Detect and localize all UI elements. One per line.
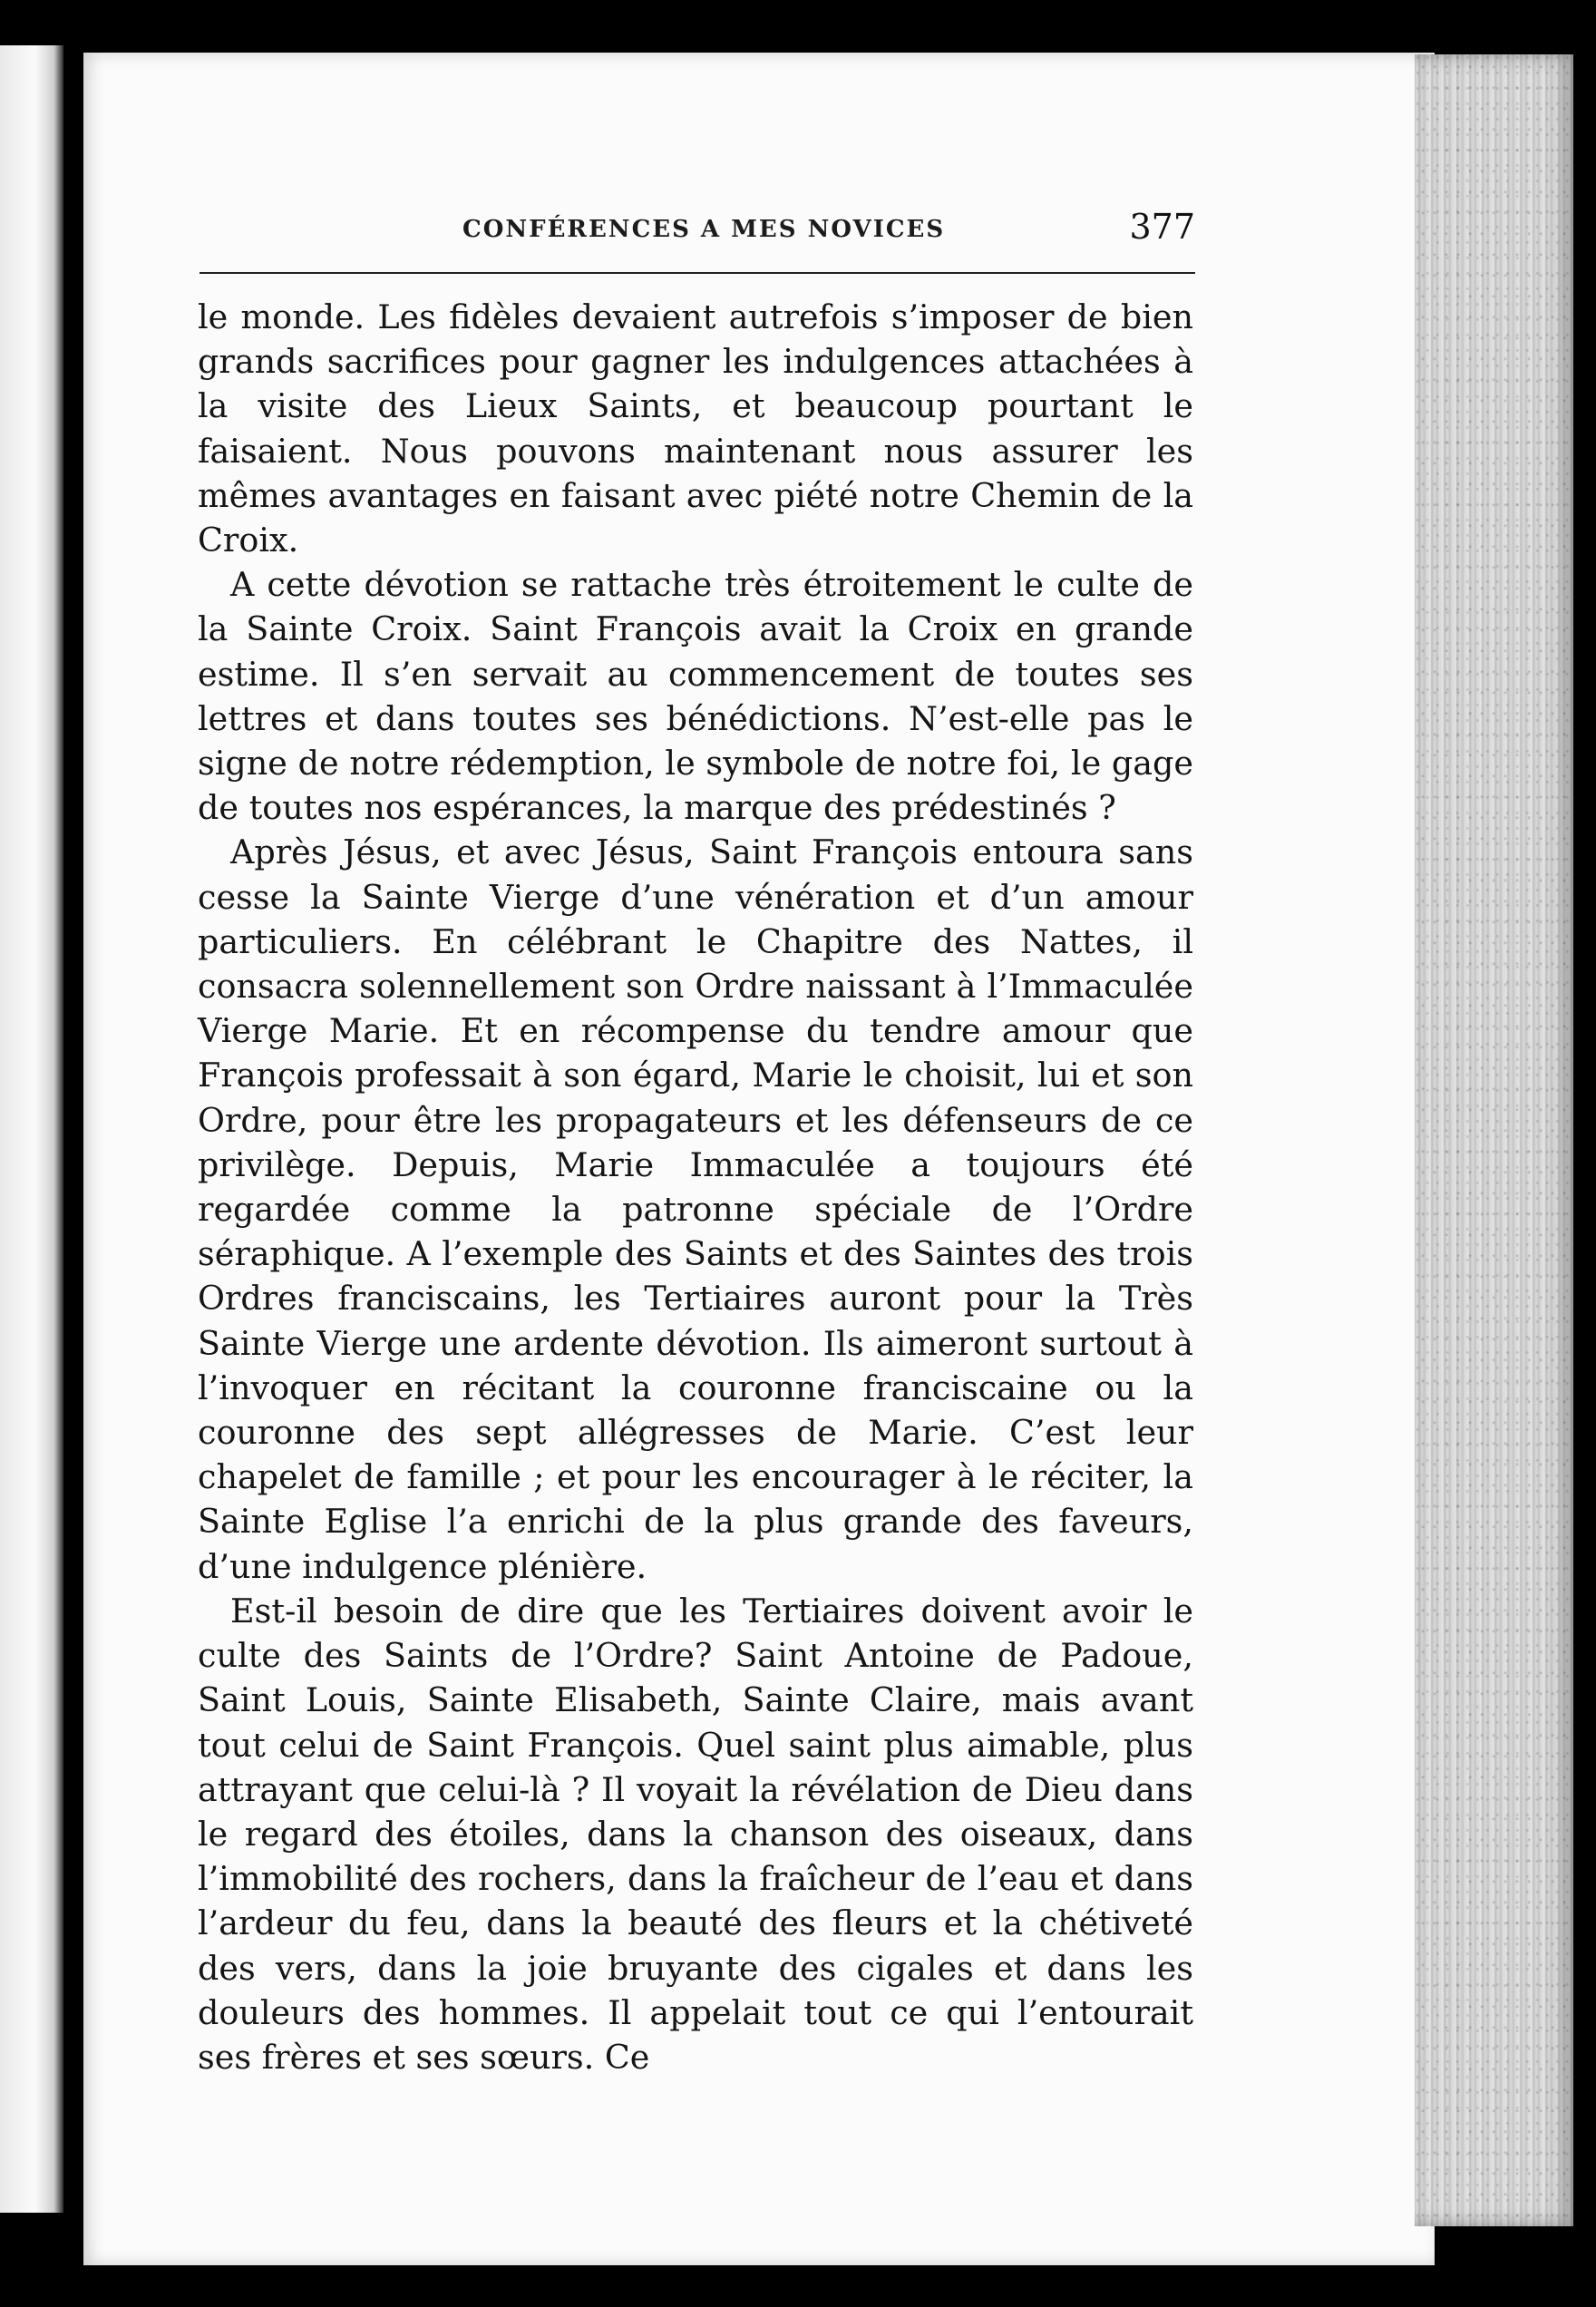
paragraph-sainte-vierge: Après Jésus, et avec Jésus, Saint François entoura sans cesse la Sainte Vierge d’une vénération et d’un amour particuliers. En célébrant le Chapitre des Nattes, il consacra solennellement son Ordre naissant à l’Immaculée Vierge Marie. Et en récompense du tendre amour que François professait à son égard, Marie le choisit, lui et son Ordre, pour être les propagateurs et les défenseurs de ce privilège. Depuis, Marie Immaculée a toujours été regardée comme la patronne spéciale de l’Ordre séraphique. A l’exemple des Saints et des Saintes des trois Ordres franciscains, les Tertiaires auront pour la Très Sainte Vierge une ardente dévotion. Ils aimeront surtout à l’invoquer en récitant la couronne franciscaine ou la couronne des sept allégresses de Marie. C’est leur chapelet de famille ; et pour les encourager à le réciter, la Sainte Eglise l’a enrichi de la plus grande des faveurs, d’une indulgence plénière. (198, 832, 1193, 1586)
header-rule (200, 272, 1195, 274)
page-number: 377 (1129, 207, 1195, 247)
body-text (198, 295, 1193, 2079)
paragraph-saints-ordre: Est-il besoin de dire que les Tertiaires doivent avoir le culte des Saints de l’Ordre? Saint Antoine de Padoue, Saint Louis, Sainte Elisabeth, Sainte Claire, mais avant tout celui de Saint François. Quel saint plus aimable, plus attrayant que celui-là ? Il voyait la révélation de Dieu dans le regard des étoiles, dans la chanson des oiseaux, dans l’immobilité des rochers, dans la fraîcheur de l’eau et dans l’ardeur du feu, dans la beauté des fleurs et la chétiveté des vers, dans la joie bruyante des cigales et dans les douleurs des hommes. Il appelait tout ce qui l’entourait ses frères et ses sœurs. Ce (198, 1591, 1193, 2077)
paragraph-continued: le monde. Les fidèles devaient autrefois s’imposer de bien grands sacrifices pour gagner les indulgences attachées à la visite des Lieux Saints, et beaucoup pourtant le faisaient. Nous pouvons maintenant nous assurer les mêmes avantages en faisant avec piété notre Chemin de la Croix. (198, 297, 1193, 560)
running-header (200, 207, 1195, 261)
page-stack-edge (1415, 54, 1573, 2226)
paragraph-sainte-croix: A cette dévotion se rattache très étroitement le culte de la Sainte Croix. Saint François avait la Croix en grande estime. Il s’en servait au commencement de toutes ses lettres et dans toutes ses bénédictions. N’est-elle pas le signe de notre rédemption, le symbole de notre foi, le gage de toutes nos espérances, la marque des prédestinés ? (198, 565, 1193, 828)
left-page-edge (0, 45, 63, 2213)
running-title: CONFÉRENCES A MES NOVICES (462, 216, 946, 243)
